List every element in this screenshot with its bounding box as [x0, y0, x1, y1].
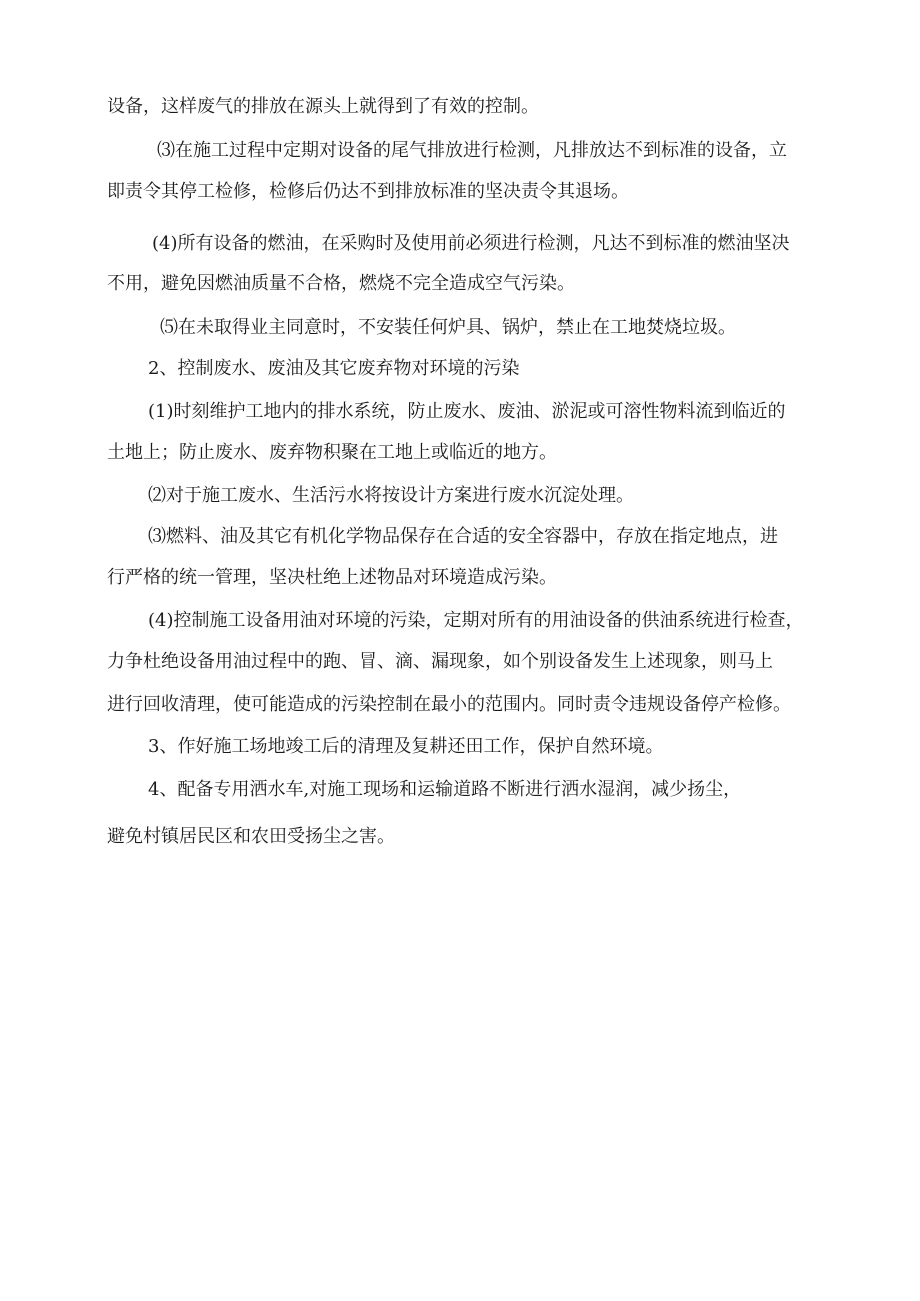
- section-heading-3: 3、作好施工场地竣工后的清理及复耕还田工作，保护自然环境。: [148, 736, 664, 757]
- text-line-15: 进行回收清理，使可能造成的污染控制在最小的范围内。同时责令违规设备停产检修。: [107, 694, 791, 715]
- text-line-18: 避免村镇居民区和农田受扬尘之害。: [107, 826, 395, 847]
- text-line-10: ⑵对于施工废水、生活污水将按设计方案进行废水沉淀处理。: [148, 485, 634, 506]
- text-line-5: 不用，避免因燃油质量不合格，燃烧不完全造成空气污染。: [107, 273, 575, 294]
- text-line-3: 即责令其停工检修，检修后仍达不到排放标准的坚决责令其退场。: [107, 181, 629, 202]
- text-line-2: ⑶在施工过程中定期对设备的尾气排放进行检测，凡排放达不到标准的设备，立: [157, 140, 787, 161]
- text-line-9: 土地上；防止废水、废弃物积聚在工地上或临近的地方。: [107, 442, 557, 463]
- section-heading-4: 4、配备专用洒水车,对施工现场和运输道路不断进行洒水湿润，减少扬尘，: [148, 779, 742, 800]
- text-line-8: (1)时刻维护工地内的排水系统，防止废水、废油、淤泥或可溶性物料流到临近的: [148, 401, 786, 422]
- text-line-4: (4)所有设备的燃油，在采购时及使用前必须进行检测，凡达不到标准的燃油坚决: [152, 233, 790, 254]
- text-line-12: 行严格的统一管理，坚决杜绝上述物品对环境造成污染。: [107, 567, 557, 588]
- text-line-6: ⑸在未取得业主同意时，不安装任何炉具、锅炉，禁止在工地焚烧垃圾。: [160, 317, 736, 338]
- text-line-14: 力争杜绝设备用油过程中的跑、冒、滴、漏现象，如个别设备发生上述现象，则马上: [107, 651, 773, 672]
- text-line-1: 设备，这样废气的排放在源头上就得到了有效的控制。: [107, 96, 539, 117]
- text-line-11: ⑶燃料、油及其它有机化学物品保存在合适的安全容器中，存放在指定地点，进: [148, 526, 778, 547]
- text-line-13: (4)控制施工设备用油对环境的污染，定期对所有的用油设备的供油系统进行检查，: [148, 610, 804, 631]
- section-heading-2: 2、控制废水、废油及其它废弃物对环境的污染: [148, 358, 520, 379]
